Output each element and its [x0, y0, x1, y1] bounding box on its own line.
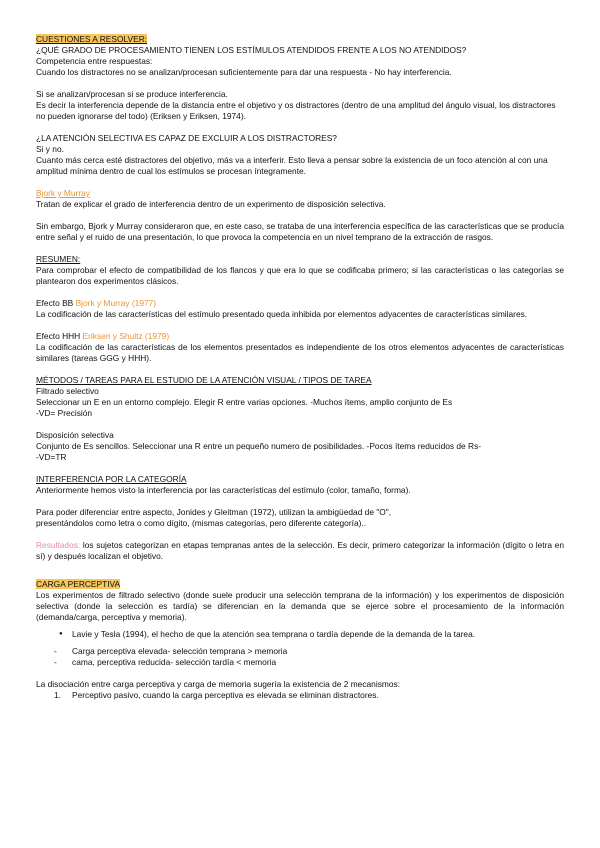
text-line: -VD= Precisión [36, 408, 93, 418]
effect-bb-label: Efecto BB [36, 298, 76, 308]
section-heading-carga: CARGA PERCEPTIVA [36, 579, 121, 589]
list-item: 1. Perceptivo pasivo, cuando la carga perceptiva es elevada se eliminan distractores. [72, 690, 564, 701]
question-selective-attention: ¿LA ATENCIÓN SELECTIVA ES CAPAZ DE EXCLUIR A LOS DISTRACTORES? [36, 133, 337, 143]
text-paragraph: La codificación de las características del estímulo presentado queda inhibida por elementos adyacentes de características similares. [36, 309, 528, 319]
subheading-filtrado: Filtrado selectivo [36, 386, 99, 396]
effect-hhh-label: Efecto HHH [36, 331, 83, 341]
text-line: Si y no. [36, 144, 64, 154]
list-item: ● Lavie y Tesla (1994), el hecho de que la atención sea temprana o tardía depende de la demanda de la tarea. [72, 629, 564, 640]
text-paragraph: Es decir la interferencia depende de la distancia entre el objetivo y os distractores (dentro de una amplitud del ángulo visual, los distractores no pueden ignorarse del todo) (Eriksen y Eriksen, 1974). [36, 100, 556, 121]
text-line: Cuando los distractores no se analizan/procesan suficientemente para dar una respuesta - No hay interferencia. [36, 67, 452, 77]
list-item: - cama, perceptiva reducida- selección tardía < memoria [72, 657, 564, 668]
results-paragraph [36, 540, 564, 562]
section-heading-cuestiones: CUESTIONES A RESOLVER: [36, 34, 148, 44]
effect-bb-reference: Bjork y Murray (1977) [75, 298, 157, 308]
numbered-list [36, 690, 564, 701]
question-processing: ¿QUÉ GRADO DE PROCESAMIENTO TIENEN LOS ESTÍMULOS ATENDIDOS FRENTE A LOS NO ATENDIDOS? [36, 45, 467, 55]
section-heading-interferencia: INTERFERENCIA POR LA CATEGORÍA [36, 474, 187, 484]
text-paragraph: Sin embargo, Bjork y Murray consideraron que, en este caso, se trataba de una interferencia específica de las características que se producía entre señal y el ruido de una presentación, lo que provoca la competencia en un nivel temprano de la extracción de rasgos. [36, 221, 564, 242]
text-line: Conjunto de Es sencillos. Seleccionar una R entre un pequeño numero de posibilidades. -Pocos ítems reducidos de Rs- [36, 441, 482, 451]
text-line: Anteriormente hemos visto la interferencia por las características del estímulo (color, tamaño, forma). [36, 485, 411, 495]
dash-list [36, 646, 564, 668]
text-line: La disociación entre carga perceptiva y carga de memoria sugería la existencia de 2 mecanismos: [36, 679, 401, 689]
bjork-murray-link[interactable]: Bjork y Murray [36, 188, 90, 198]
text-line: Competencia entre respuestas: [36, 56, 153, 66]
text-paragraph: Los experimentos de filtrado selectivo (donde suele producir una selección temprana de la información) y los experimentos de disposición selectiva (donde la selección es tardía) se diferencian en la demanda que se ejerce sobre el procesamiento de la información (demanda/carga, perceptiva y memoria). [36, 590, 564, 622]
text-line: -VD=TR [36, 452, 67, 462]
bullet-list [36, 629, 564, 640]
text-paragraph: La codificación de las características de los elementos presentados es independiente de los otros elementos adyacentes de características similares (tareas GGG y HHH). [36, 342, 564, 363]
results-text: los sujetos categorizan en etapas tempranas antes de la selección. Es decir, primero categorizar la información (dígito o letra en sí) y después localizan el objetivo. [36, 540, 564, 561]
effect-hhh-title [36, 331, 564, 342]
effect-hhh-reference: Eriksen y Shultz (1979) [82, 331, 170, 341]
text-line: presentándolos como letra o como dígito, (mismas categorías, pero diferente categoría).. [36, 518, 367, 528]
effect-bb-title [36, 298, 564, 309]
text-paragraph: Para comprobar el efecto de compatibilidad de los flancos y que era lo que se codificaba primero; si las características o las categorías se plantearon dos experimentos clásicos. [36, 265, 564, 286]
text-line: Tratan de explicar el grado de interferencia dentro de un experimento de disposición selectiva. [36, 199, 386, 209]
text-line: Seleccionar un E en un entorno complejo. Elegir R entre varias opciones. -Muchos ítems, amplio conjunto de Es [36, 397, 453, 407]
text-paragraph: Cuanto más cerca esté distractores del objetivo, más va a interferir. Esto lleva a pensar sobre la existencia de un foco atención al con una amplitud mínima dentro de cual los estímulos se procesan íntegramente. [36, 155, 548, 176]
subheading-disposicion: Disposición selectiva [36, 430, 114, 440]
section-heading-resumen: RESUMEN: [36, 254, 81, 264]
list-item: - Carga perceptiva elevada- selección temprana > memoria [72, 646, 564, 657]
text-line: Para poder diferenciar entre aspecto, Jonides y Gleitman (1972), utilizan la ambigüedad de "O", [36, 507, 392, 517]
text-line: Si se analizan/procesan si se produce interferencia. [36, 89, 228, 99]
results-label: Resultados: [36, 540, 81, 550]
section-heading-metodos: MÉTODOS / TAREAS PARA EL ESTUDIO DE LA ATENCIÓN VISUAL / TIPOS DE TAREA [36, 375, 372, 385]
